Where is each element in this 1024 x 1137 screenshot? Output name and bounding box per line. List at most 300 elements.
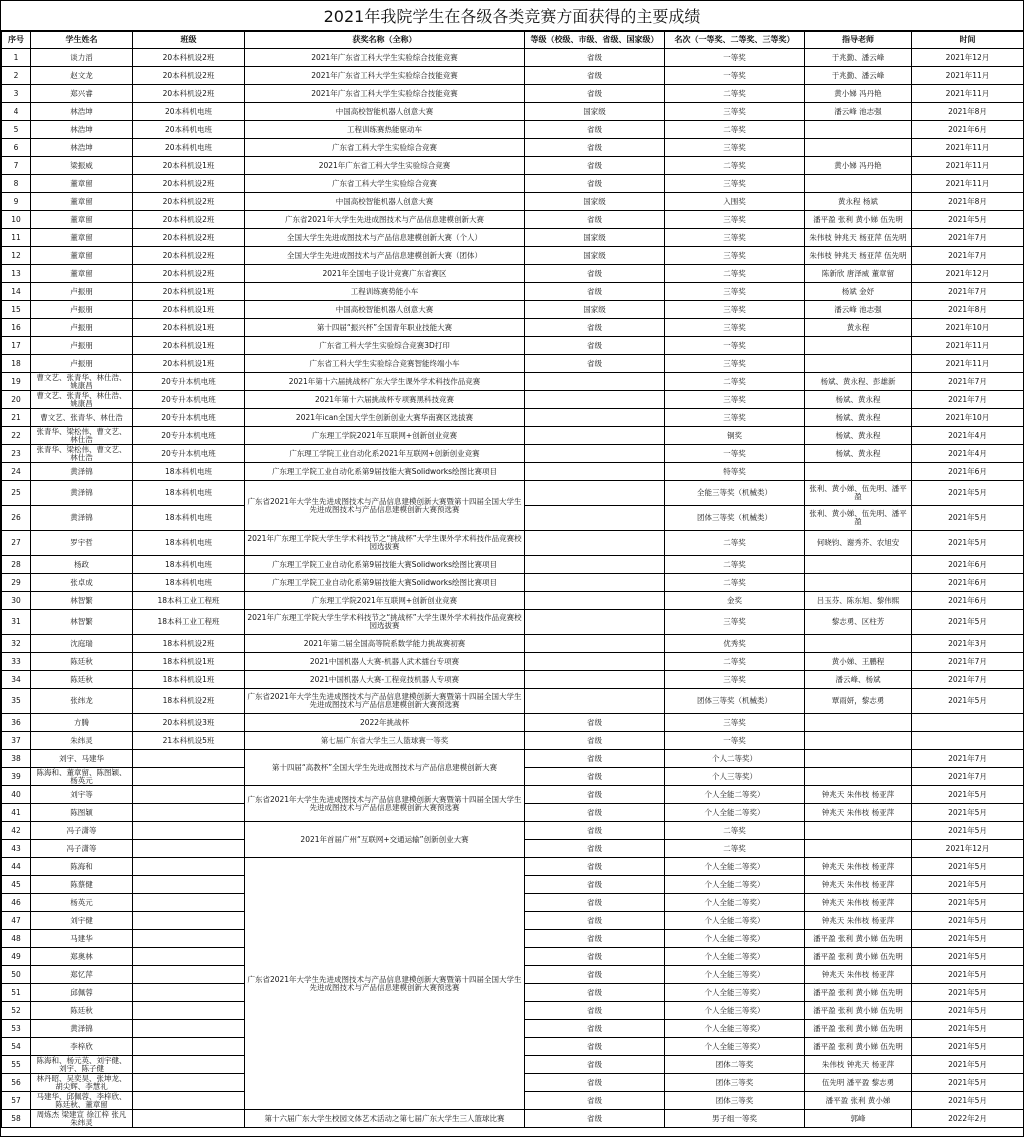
cell-rank: 男子组一等奖 [665,1110,805,1128]
cell-award: 广东理工学院工业自动化系第9届技能大赛Solidworks绘图比赛项目 [245,556,525,574]
cell-no: 47 [2,912,31,930]
cell-award: 广东省2021年大学生先进成图技术与产品信息建模创新大赛暨第十四届全国大学生先进成图技术与产品信息建模创新大赛预选赛 [245,689,525,714]
cell-student: 黄泽锦 [31,481,133,506]
cell-class [133,912,245,930]
cell-no: 28 [2,556,31,574]
table-row [2,355,1024,373]
cell-no: 36 [2,714,31,732]
table-row [2,481,1024,506]
cell-teacher: 张利、黄小娣、伍先明、潘平盈 [805,481,912,506]
cell-student: 董章留 [31,265,133,283]
table-row [2,301,1024,319]
cell-date: 2021年5月 [912,1038,1024,1056]
cell-student: 李梓欣 [31,1038,133,1056]
cell-no: 21 [2,409,31,427]
cell-student: 郑忆萍 [31,966,133,984]
cell-no: 51 [2,984,31,1002]
cell-student: 林智繁 [31,592,133,610]
cell-student: 黄泽锦 [31,1020,133,1038]
cell-date: 2021年7月 [912,373,1024,391]
cell-date: 2021年5月 [912,966,1024,984]
cell-date: 2021年7月 [912,391,1024,409]
cell-level: 省级 [525,157,665,175]
cell-date: 2021年7月 [912,229,1024,247]
cell-teacher: 杨斌、黄永程、彭雄新 [805,373,912,391]
cell-teacher: 杨斌 金妤 [805,283,912,301]
cell-level [525,556,665,574]
cell-class [133,768,245,786]
cell-date: 2021年6月 [912,592,1024,610]
cell-level: 国家级 [525,229,665,247]
cell-rank: 二等奖 [665,556,805,574]
cell-rank: 二等奖 [665,822,805,840]
cell-student: 张青华、梁松伟、曹文艺、林仕浩 [31,445,133,463]
cell-teacher: 黎志勇、区柱芳 [805,610,912,635]
table-row [2,175,1024,193]
cell-class: 20本科机设1班 [133,355,245,373]
cell-date: 2021年5月 [912,1020,1024,1038]
cell-date: 2021年5月 [912,1092,1024,1110]
table-row [2,193,1024,211]
cell-student: 沈庭瑞 [31,635,133,653]
table-row [2,229,1024,247]
cell-date: 2021年5月 [912,211,1024,229]
cell-no: 22 [2,427,31,445]
cell-teacher [805,822,912,840]
cell-no: 56 [2,1074,31,1092]
cell-award: 广东理工学院工业自动化系第9届技能大赛Solidworks绘图比赛项目 [245,463,525,481]
cell-teacher: 于兆勤、潘云峰 [805,49,912,67]
cell-class [133,966,245,984]
cell-teacher: 钟兆天 朱伟枝 杨亚萍 [805,858,912,876]
cell-level [525,373,665,391]
cell-student: 林智繁 [31,610,133,635]
cell-rank: 团体二等奖 [665,1056,805,1074]
cell-rank: 三等奖 [665,301,805,319]
cell-rank: 二等奖 [665,373,805,391]
cell-date: 2021年5月 [912,1002,1024,1020]
cell-level: 省级 [525,984,665,1002]
cell-level [525,610,665,635]
cell-rank: 团体三等奖（机械类） [665,689,805,714]
cell-no: 16 [2,319,31,337]
cell-no: 19 [2,373,31,391]
cell-teacher [805,574,912,592]
cell-rank: 一等奖 [665,445,805,463]
table-row [2,139,1024,157]
cell-no: 8 [2,175,31,193]
cell-class: 18本科工业工程班 [133,592,245,610]
cell-date: 2021年5月 [912,948,1024,966]
cell-student: 董章留 [31,229,133,247]
cell-award: 中国高校智能机器人创意大赛 [245,301,525,319]
cell-no: 24 [2,463,31,481]
cell-class: 20专升本机电班 [133,373,245,391]
cell-no: 37 [2,732,31,750]
cell-rank: 入围奖 [665,193,805,211]
table-row [2,283,1024,301]
cell-no: 13 [2,265,31,283]
cell-teacher: 潘云峰、杨斌 [805,671,912,689]
cell-teacher: 伍先明 潘平盈 黎志勇 [805,1074,912,1092]
cell-rank: 一等奖 [665,732,805,750]
table-row [2,319,1024,337]
cell-no: 3 [2,85,31,103]
sheet-title: 2021年我院学生在各级各类竞赛方面获得的主要成绩 [1,1,1023,31]
cell-teacher [805,463,912,481]
cell-teacher [805,635,912,653]
table-row [2,445,1024,463]
cell-teacher: 潘平盈 张利 黄小娣 伍先明 [805,1038,912,1056]
cell-no: 25 [2,481,31,506]
cell-no: 45 [2,876,31,894]
cell-student: 陈海和、杨元英、刘宇健、刘宇、陈子健 [31,1056,133,1074]
cell-level [525,689,665,714]
cell-rank: 优秀奖 [665,635,805,653]
cell-level: 省级 [525,121,665,139]
cell-date: 2021年3月 [912,635,1024,653]
cell-student: 卢振朋 [31,319,133,337]
cell-level: 省级 [525,966,665,984]
cell-rank: 一等奖 [665,49,805,67]
table-row [2,574,1024,592]
cell-date: 2021年11月 [912,337,1024,355]
cell-teacher [805,732,912,750]
cell-level: 国家级 [525,103,665,121]
cell-date: 2021年5月 [912,786,1024,804]
cell-award: 全国大学生先进成图技术与产品信息建模创新大赛（个人） [245,229,525,247]
cell-teacher [805,175,912,193]
cell-date: 2021年7月 [912,247,1024,265]
cell-level: 国家级 [525,193,665,211]
col-header-teacher: 指导老师 [805,32,912,49]
cell-rank: 铜奖 [665,427,805,445]
cell-rank: 个人全能三等奖） [665,1038,805,1056]
cell-level: 省级 [525,337,665,355]
cell-award: 广东省工科大学生实验综合竞赛 [245,139,525,157]
cell-student: 林浩坤 [31,139,133,157]
cell-rank: 个人全能二等奖） [665,930,805,948]
cell-award: 2021年ican全国大学生创新创业大赛华南赛区选拔赛 [245,409,525,427]
cell-rank: 全能三等奖（机械类） [665,481,805,506]
cell-class [133,930,245,948]
cell-award: 2021年广东省工科大学生实验综合竞赛 [245,157,525,175]
cell-rank: 二等奖 [665,574,805,592]
table-row [2,427,1024,445]
cell-teacher: 郭峰 [805,1110,912,1128]
cell-date: 2021年5月 [912,894,1024,912]
cell-student: 林丹昭、吴奕昊、张坤龙、胡尖辉、李慧礼 [31,1074,133,1092]
cell-class: 18本科机电班 [133,481,245,506]
cell-teacher: 朱伟枝 钟兆天 杨亚萍 伍先明 [805,247,912,265]
cell-no: 48 [2,930,31,948]
cell-date: 2021年12月 [912,840,1024,858]
cell-class [133,750,245,768]
cell-level: 省级 [525,49,665,67]
cell-class: 20本科机设2班 [133,67,245,85]
cell-class: 18本科机设1班 [133,653,245,671]
cell-award: 2021年广东省工科大学生实验综合技能竞赛 [245,49,525,67]
cell-level [525,463,665,481]
table-row [2,49,1024,67]
cell-no: 30 [2,592,31,610]
cell-award: 广东省工科大学生实验综合竞赛智能终端小车 [245,355,525,373]
cell-student: 董章留 [31,211,133,229]
awards-table [1,31,1024,1128]
cell-award: 广东理工学院工业自动化系第9届技能大赛Solidworks绘图比赛项目 [245,574,525,592]
cell-no: 58 [2,1110,31,1128]
cell-level: 省级 [525,930,665,948]
cell-student: 曹文艺、张青华、林仕浩、姚康昌 [31,391,133,409]
cell-student: 冯子潇等 [31,822,133,840]
cell-student: 陈图颖 [31,804,133,822]
cell-class: 20专升本机电班 [133,445,245,463]
cell-teacher: 陈新欣 唐泽威 董章留 [805,265,912,283]
table-row [2,391,1024,409]
cell-date: 2021年5月 [912,876,1024,894]
cell-rank: 三等奖 [665,175,805,193]
cell-teacher: 朱伟枝 钟兆天 杨亚萍 [805,1056,912,1074]
cell-teacher: 潘云峰 池志强 [805,301,912,319]
cell-date: 2021年7月 [912,768,1024,786]
cell-rank: 团体三等奖（机械类） [665,506,805,531]
cell-level: 省级 [525,912,665,930]
cell-teacher: 吕玉芬、陈东旭、黎伟熙 [805,592,912,610]
cell-no: 11 [2,229,31,247]
cell-rank: 三等奖 [665,671,805,689]
cell-no: 52 [2,1002,31,1020]
cell-no: 57 [2,1092,31,1110]
cell-teacher: 钟兆天 朱伟枝 杨亚萍 [805,876,912,894]
cell-class: 20专升本机电班 [133,391,245,409]
cell-class: 18本科机设1班 [133,671,245,689]
cell-level: 省级 [525,211,665,229]
cell-teacher: 钟兆天 朱伟枝 杨亚萍 [805,966,912,984]
cell-student: 卢振朋 [31,283,133,301]
cell-class: 18本科机电班 [133,556,245,574]
cell-class [133,1092,245,1110]
cell-rank: 三等奖 [665,247,805,265]
cell-student: 刘宇等 [31,786,133,804]
table-row [2,653,1024,671]
cell-award: 2021年第二届全国高等院系数学能力挑战赛初赛 [245,635,525,653]
cell-level: 省级 [525,876,665,894]
cell-date: 2021年11月 [912,139,1024,157]
cell-date: 2021年8月 [912,301,1024,319]
cell-student: 董章留 [31,247,133,265]
cell-student: 朱纬灵 [31,732,133,750]
cell-teacher: 杨斌、黄永程 [805,391,912,409]
cell-rank: 个人全能二等奖） [665,876,805,894]
cell-rank: 二等奖 [665,265,805,283]
cell-date: 2021年11月 [912,85,1024,103]
cell-class: 20本科机设2班 [133,193,245,211]
cell-level [525,445,665,463]
cell-no: 43 [2,840,31,858]
cell-no: 9 [2,193,31,211]
table-row [2,556,1024,574]
cell-student: 陈廷秋 [31,671,133,689]
cell-teacher: 潘平盈 张利 黄小娣 伍先明 [805,984,912,1002]
cell-level [525,635,665,653]
cell-teacher: 钟兆天 朱伟枝 杨亚萍 [805,786,912,804]
cell-level: 省级 [525,283,665,301]
cell-date: 2021年10月 [912,319,1024,337]
cell-teacher: 杨斌、黄永程 [805,445,912,463]
cell-class: 20本科机设2班 [133,247,245,265]
cell-date: 2021年12月 [912,49,1024,67]
cell-level: 省级 [525,1020,665,1038]
cell-rank: 个人全能三等奖） [665,984,805,1002]
cell-no: 15 [2,301,31,319]
cell-teacher: 于兆勤、潘云峰 [805,67,912,85]
cell-class [133,804,245,822]
cell-award: 2021中国机器人大赛-机器人武术擂台专项赛 [245,653,525,671]
cell-student: 董章留 [31,193,133,211]
cell-student: 陈蔡健 [31,876,133,894]
cell-no: 44 [2,858,31,876]
cell-rank: 一等奖 [665,337,805,355]
cell-class [133,948,245,966]
cell-student: 邱佩蓉 [31,984,133,1002]
cell-student: 卢振朋 [31,337,133,355]
cell-teacher: 潘平盈 张利 黄小娣 伍先明 [805,1002,912,1020]
cell-no: 1 [2,49,31,67]
cell-no: 34 [2,671,31,689]
cell-teacher: 何晓钧、谢秀芥、农旭安 [805,531,912,556]
cell-teacher: 黄永程 [805,319,912,337]
cell-award: 2021年首届广州“互联网+交通运输”创新创业大赛 [245,822,525,858]
cell-rank: 三等奖 [665,211,805,229]
cell-award: 中国高校智能机器人创意大赛 [245,193,525,211]
cell-award: 广东省2021年大学生先进成图技术与产品信息建模创新大赛暨第十四届全国大学生先进成图技术与产品信息建模创新大赛预选赛 [245,481,525,531]
cell-class: 20本科机设1班 [133,337,245,355]
cell-student: 杨英元 [31,894,133,912]
cell-level: 国家级 [525,301,665,319]
cell-date: 2021年11月 [912,355,1024,373]
cell-date: 2021年11月 [912,67,1024,85]
cell-class [133,1002,245,1020]
table-row [2,689,1024,714]
cell-level [525,574,665,592]
cell-award: 广东理工学院2021年互联网+创新创业竞赛 [245,592,525,610]
cell-teacher [805,840,912,858]
cell-class: 20专升本机电班 [133,409,245,427]
cell-no: 12 [2,247,31,265]
table-row [2,858,1024,876]
cell-class: 20本科机设2班 [133,85,245,103]
table-row [2,265,1024,283]
cell-student: 陈廷秋 [31,653,133,671]
cell-date: 2021年5月 [912,481,1024,506]
cell-date: 2021年11月 [912,157,1024,175]
cell-level: 省级 [525,1092,665,1110]
cell-no: 10 [2,211,31,229]
cell-student: 梁振威 [31,157,133,175]
cell-level: 省级 [525,1002,665,1020]
cell-level: 省级 [525,1110,665,1128]
cell-level: 省级 [525,894,665,912]
cell-class: 20本科机设1班 [133,283,245,301]
cell-award: 2021中国机器人大赛-工程竞技机器人专项赛 [245,671,525,689]
cell-level [525,391,665,409]
cell-date: 2021年6月 [912,574,1024,592]
cell-level: 国家级 [525,247,665,265]
table-row [2,85,1024,103]
cell-no: 7 [2,157,31,175]
table-row [2,373,1024,391]
cell-date: 2021年5月 [912,610,1024,635]
cell-student: 张青华、梁松伟、曹文艺、林仕浩 [31,427,133,445]
cell-award: 2022年挑战杯 [245,714,525,732]
cell-level: 省级 [525,319,665,337]
cell-student: 冯子潇等 [31,840,133,858]
cell-teacher: 杨斌、黄永程 [805,427,912,445]
cell-level: 省级 [525,948,665,966]
table-row [2,337,1024,355]
cell-class: 20本科机设1班 [133,157,245,175]
cell-class: 20本科机电班 [133,121,245,139]
cell-class: 20本科机设2班 [133,229,245,247]
cell-rank: 个人全能三等奖） [665,966,805,984]
cell-class: 20本科机设1班 [133,319,245,337]
table-row [2,463,1024,481]
cell-student: 郑兴睿 [31,85,133,103]
cell-award: 2021年广东省工科大学生实验综合技能竞赛 [245,67,525,85]
cell-no: 17 [2,337,31,355]
cell-rank: 二等奖 [665,121,805,139]
cell-level: 省级 [525,175,665,193]
cell-date: 2021年5月 [912,689,1024,714]
cell-class: 20本科机设2班 [133,265,245,283]
cell-student: 刘宇健 [31,912,133,930]
cell-rank: 个人全能二等奖） [665,948,805,966]
cell-student: 陈海和 [31,858,133,876]
cell-student: 杨政 [31,556,133,574]
cell-level: 省级 [525,355,665,373]
cell-class [133,1056,245,1074]
cell-level: 省级 [525,1074,665,1092]
cell-student: 张卓成 [31,574,133,592]
cell-award: 2021年第十六届挑战杯广东大学生课外学术科技作品竞赛 [245,373,525,391]
cell-award: 广东省2021年大学生先进成图技术与产品信息建模创新大赛 [245,211,525,229]
cell-teacher: 黄小娣 冯丹艳 [805,157,912,175]
awards-table-body [2,49,1024,1128]
cell-rank: 个人三等奖） [665,768,805,786]
cell-no: 14 [2,283,31,301]
cell-rank: 三等奖 [665,103,805,121]
table-row [2,610,1024,635]
cell-rank: 一等奖 [665,67,805,85]
cell-award: 2021年广东理工学院大学生学术科技节之“挑战杯”大学生课外学术科技作品竞赛校园选拔赛 [245,610,525,635]
cell-no: 31 [2,610,31,635]
cell-level: 省级 [525,840,665,858]
cell-class [133,1110,245,1128]
cell-level [525,427,665,445]
table-row [2,822,1024,840]
table-row [2,1110,1024,1128]
cell-level [525,671,665,689]
cell-award: 广东省2021年大学生先进成图技术与产品信息建模创新大赛暨第十四届全国大学生先进成图技术与产品信息建模创新大赛预选赛 [245,786,525,822]
cell-teacher: 张利、黄小娣、伍先明、潘平盈 [805,506,912,531]
cell-date: 2021年5月 [912,1056,1024,1074]
cell-level [525,409,665,427]
cell-class [133,786,245,804]
cell-student: 曹文艺、张青华、林仕浩、姚康昌 [31,373,133,391]
cell-award: 第十四届“高教杯”全国大学生先进成图技术与产品信息建模创新大赛 [245,750,525,786]
cell-teacher: 钟兆天 朱伟枝 杨亚萍 [805,912,912,930]
cell-award: 广东理工学院工业自动化系2021年互联网+创新创业竞赛 [245,445,525,463]
